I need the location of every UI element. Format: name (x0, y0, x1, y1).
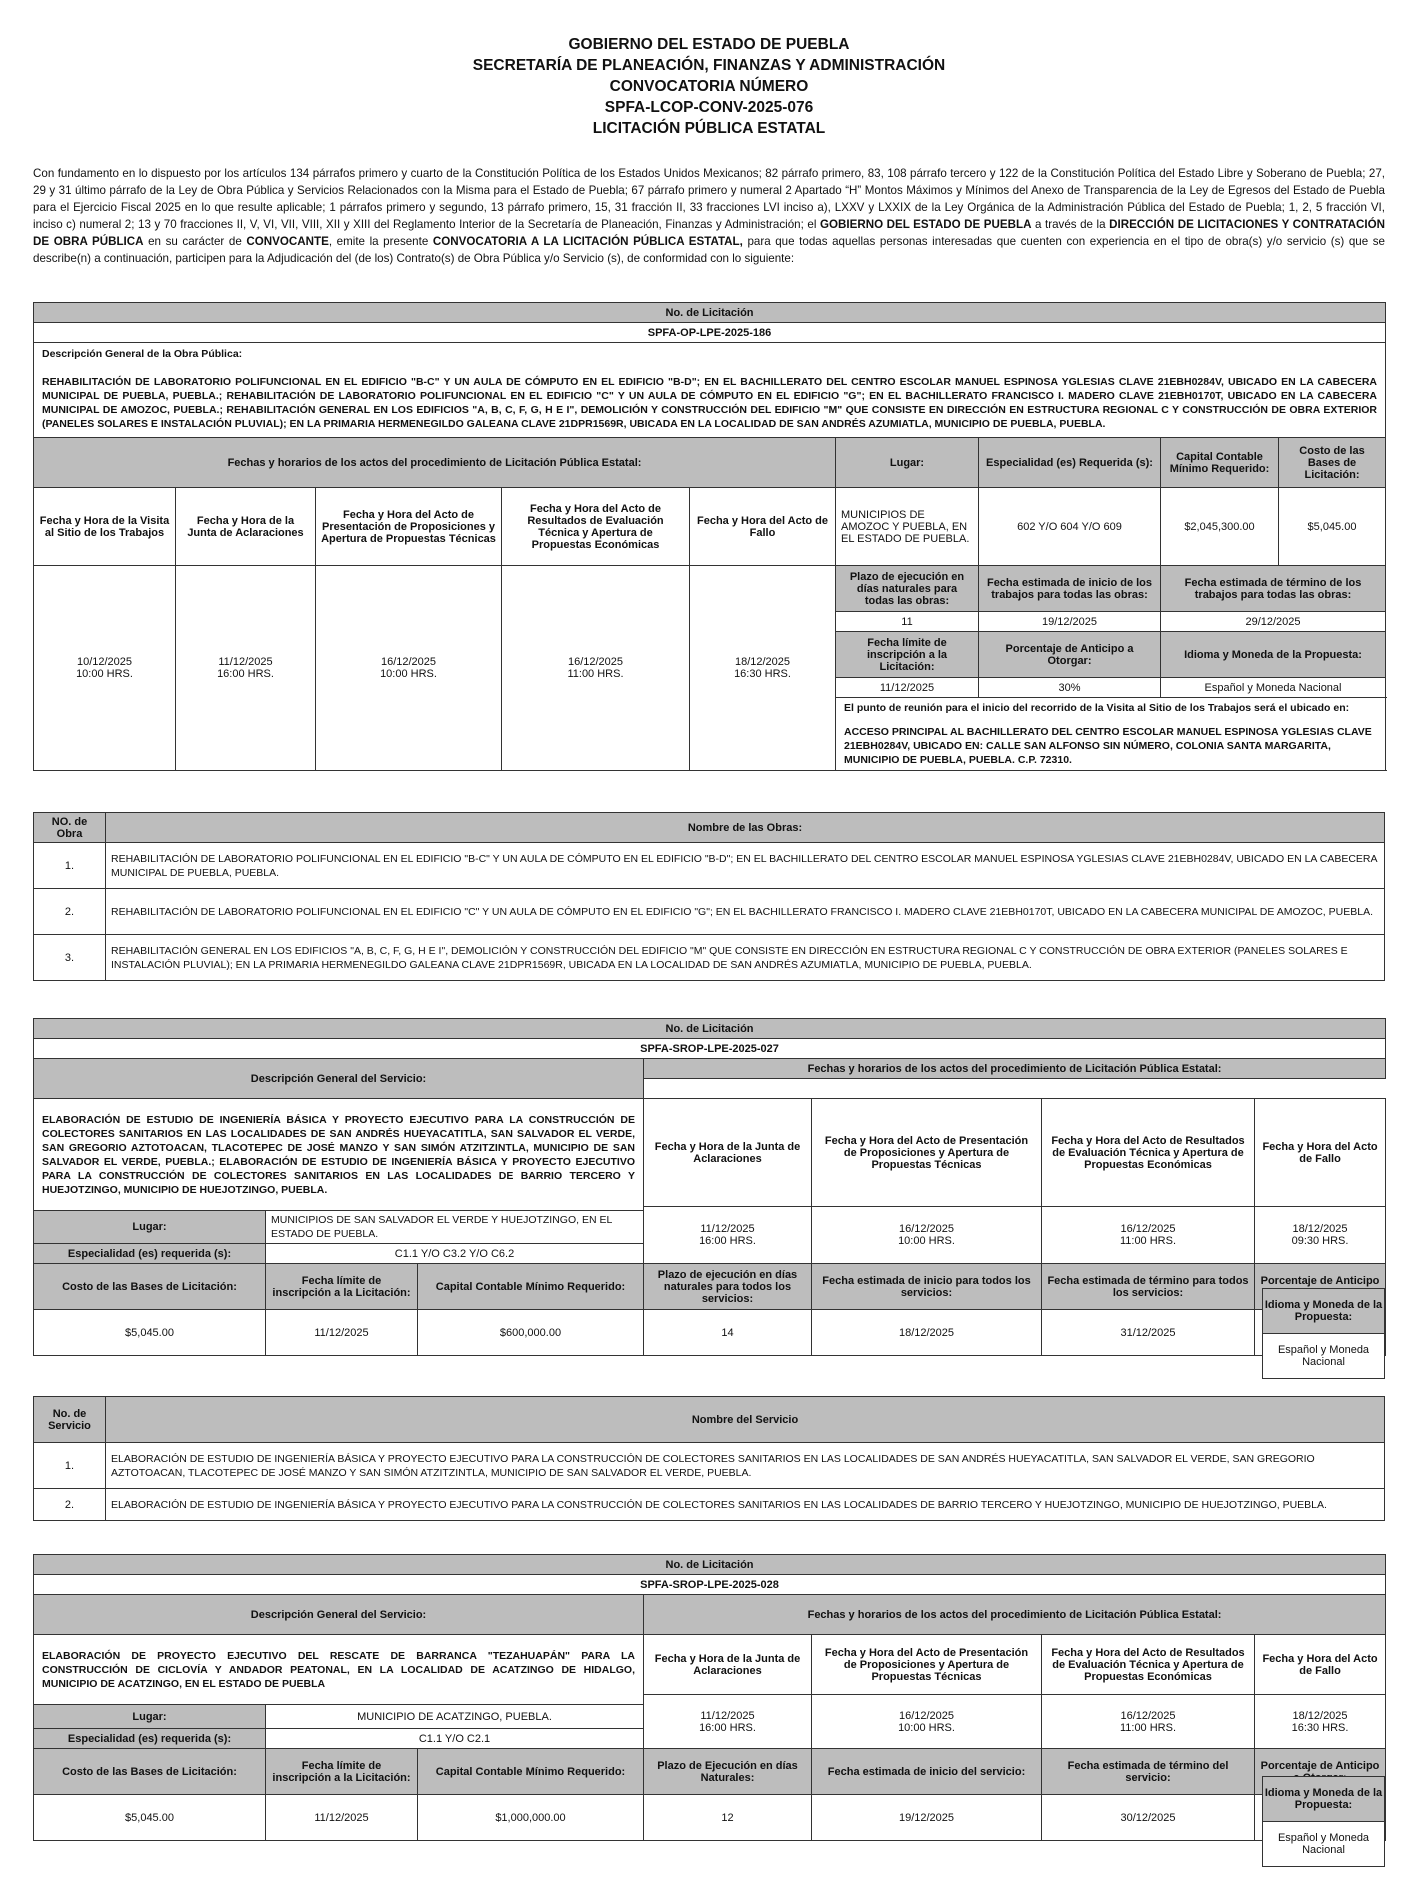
servicios-name-label: Nombre del Servicio (106, 1397, 1385, 1443)
lic2-present-time: 10:00 HRS. (898, 1235, 955, 1247)
lic3-esp: C1.1 Y/O C2.1 (266, 1729, 644, 1749)
lic2-esp-label: Especialidad (es) requerida (s): (34, 1244, 266, 1264)
lic2-anticipo-label: Porcentaje de Anticipo (1255, 1264, 1386, 1310)
licitacion-3-table (33, 1554, 1386, 1841)
obras-no-label: NO. de Obra (34, 813, 106, 843)
servicios-no-label: No. de Servicio (34, 1397, 106, 1443)
lic3-present (812, 1695, 1042, 1749)
lic3-inicio: 19/12/2025 (812, 1795, 1042, 1841)
lic1-h-junta: Fecha y Hora de la Junta de Aclaraciones (176, 488, 316, 566)
lic1-visita-date: 10/12/2025 (76, 656, 133, 668)
lic1-idioma-label: Idioma y Moneda de la Propuesta: (1161, 632, 1386, 678)
intro-bold-3: CONVOCANTE (246, 235, 329, 248)
lic1-present-date: 16/12/2025 (380, 656, 437, 668)
lic3-idioma: Español y Moneda Nacional (1262, 1821, 1385, 1867)
lic3-inicio-label: Fecha estimada de inicio del servicio: (812, 1749, 1042, 1795)
lic3-fallo (1255, 1695, 1386, 1749)
lic2-esp: C1.1 Y/O C3.2 Y/O C6.2 (266, 1244, 644, 1264)
servicio-number: 2. (34, 1489, 106, 1521)
lic2-capital: $600,000.00 (418, 1310, 644, 1356)
lic2-inicio-label: Fecha estimada de inicio para todos los servicios: (812, 1264, 1042, 1310)
lic2-result (1042, 1207, 1255, 1264)
lic1-lugar-label: Lugar: (836, 438, 979, 488)
obra-name: REHABILITACIÓN DE LABORATORIO POLIFUNCIONAL EN EL EDIFICIO "C" Y UN AULA DE CÓMPUTO EN EL EDIFICIO "G"; EN EL BACHILLERATO FRANCISCO I. MADERO CLAVE 21EBH0170T, UBICADO EN LA CABECERA MUNICIPAL DE AMOZOC, PUEBLA. (106, 889, 1385, 935)
lic1-limite-label: Fecha límite de inscripción a la Licitación: (836, 632, 979, 678)
lic3-h-fallo: Fecha y Hora del Acto de Fallo (1255, 1635, 1386, 1695)
lic2-idioma-label: Idioma y Moneda de la Propuesta: (1262, 1288, 1385, 1334)
lic2-h-result: Fecha y Hora del Acto de Resultados de Evaluación Técnica y Apertura de Propuestas Económicas (1042, 1099, 1255, 1207)
lic1-capital-label: Capital Contable Mínimo Requerido: (1161, 438, 1279, 488)
obra-number: 3. (34, 935, 106, 981)
lic3-result (1042, 1695, 1255, 1749)
lic1-desc-text: REHABILITACIÓN DE LABORATORIO POLIFUNCIONAL EN EL EDIFICIO "B-C" Y UN AULA DE CÓMPUTO EN EL EDIFICIO "B-D"; EN EL BACHILLERATO DEL CENTRO ESCOLAR MANUEL ESPINOSA YGLESIAS CLAVE 21EBH0284V, UBICADO EN LA CABECERA MUNICIPAL DE PUEBLA, PUEBLA.; REHABILITACIÓN DE LABORATORIO POLIFUNCIONAL EN EL EDIFICIO "C" Y UN AULA DE CÓMPUTO EN EL EDIFICIO "G"; EN EL BACHILLERATO FRANCISCO I. MADERO CLAVE 21EBH0170T, UBICADO EN LA CABECERA MUNICIPAL DE AMOZOC, PUEBLA.; REHABILITACIÓN GENERAL EN LOS EDIFICIOS "A, B, C, F, G, H E I", DEMOLICIÓN Y CONSTRUCCIÓN DEL EDIFICIO "M" QUE CONSISTE EN DIRECCIÓN EN ESTRUCTURA REGIONAL C Y CONSTRUCCIÓN DE OBRA EXTERIOR (PANELES SOLARES E INSTALACIÓN PLUVIAL); EN LA PRIMARIA HERMENEGILDO GALEANA CLAVE 21DPR1569R, UBICADA EN LA LOCALIDAD DE SAN ANDRÉS AZUMIATLA, MUNICIPIO DE PUEBLA, PUEBLA. (42, 376, 1378, 430)
lic3-esp-label: Especialidad (es) requerida (s): (34, 1729, 266, 1749)
servicio-name: ELABORACIÓN DE ESTUDIO DE INGENIERÍA BÁSICA Y PROYECTO EJECUTIVO PARA LA CONSTRUCCIÓN DE COLECTORES SANITARIOS EN LAS LOCALIDADES DE SAN ANDRÉS HUEYACATITLA, SAN SALVADOR EL VERDE, SAN GREGORIO AZTOTOACAN, TLACOTEPEC DE JOSÉ MANZO Y SAN SIMÓN ATZITZINTLA, MUNICIPIO DE SAN SALVADOR EL VERDE, PUEBLA. (106, 1443, 1385, 1489)
lic2-plazo: 14 (644, 1310, 812, 1356)
lic1-esp-label: Especialidad (es) Requerida (s): (979, 438, 1161, 488)
lic2-desc-label: Descripción General del Servicio: (34, 1059, 644, 1099)
licitacion-1-table (33, 302, 1386, 771)
lic3-junta-time: 16:00 HRS. (699, 1721, 756, 1734)
intro-text-1: Con fundamento en lo dispuesto por los artículos 134 párrafos primero y cuarto de la Constitución Política de los Estados Unidos Mexicanos; 82 párrafo primero, 83, 108 párrafo tercero y 122 de la Constitución Política del Estado Libre y Soberano de Puebla; 27, 29 y 31 último párrafo de la Ley de Obra Pública y Servicios Relacionados con la Misma para el Estado de Puebla; 67 párrafo primero y numeral 2 Apartado “H” Montos Máximos y Mínimos del Anexo de Transparencia de la Ley de Egresos del Estado de Puebla para el Ejercicio Fiscal 2025 en lo que resulte aplicable; 1 párrafos primero y segundo, 13 párrafo primero, 15, 31 fracción II, 33 fracciones LVI inciso a), LXXV y LXXIX de la Ley Orgánica de la Administración Pública del Estado de Puebla; 1, 2, 5 fracción VI, inciso c) numeral 2; 13 y 70 fracciones II, V, VI, VII, VIII, XII y XIII del Reglamento Interior de la Secretaría de Planeación, Finanzas y Administración; el (33, 167, 1385, 231)
lic1-junta-time: 16:00 HRS. (217, 668, 274, 680)
lic1-result (502, 566, 690, 771)
lic2-limite-label: Fecha límite de inscripción a la Licitación: (266, 1264, 418, 1310)
lic1-inicio: 19/12/2025 (979, 612, 1161, 632)
lic2-number: SPFA-SROP-LPE-2025-027 (34, 1039, 1386, 1059)
lic2-idioma: Español y Moneda Nacional (1262, 1333, 1385, 1379)
lic1-h-present: Fecha y Hora del Acto de Presentación de Proposiciones y Apertura de Propuestas Técnicas (316, 488, 502, 566)
obra-name: REHABILITACIÓN GENERAL EN LOS EDIFICIOS "A, B, C, F, G, H E I", DEMOLICIÓN Y CONSTRUCCIÓN DEL EDIFICIO "M" QUE CONSISTE EN DIRECCIÓN EN ESTRUCTURA REGIONAL C Y CONSTRUCCIÓN DE OBRA EXTERIOR (PANELES SOLARES E INSTALACIÓN PLUVIAL); EN LA PRIMARIA HERMENEGILDO GALEANA CLAVE 21DPR1569R, UBICADA EN LA LOCALIDAD DE SAN ANDRÉS AZUMIATLA, MUNICIPIO DE PUEBLA, PUEBLA. (106, 935, 1385, 981)
header-line-1: GOBIERNO DEL ESTADO DE PUEBLA (568, 36, 850, 53)
lic2-lugar: MUNICIPIOS DE SAN SALVADOR EL VERDE Y HUEJOTZINGO, EN EL ESTADO DE PUEBLA. (266, 1211, 644, 1244)
lic1-esp: 602 Y/O 604 Y/O 609 (979, 488, 1161, 566)
lic3-junta-date: 11/12/2025 (700, 1709, 755, 1722)
servicios-table (33, 1396, 1385, 1521)
lic1-fallo-date: 18/12/2025 (734, 656, 791, 668)
lic3-h-result: Fecha y Hora del Acto de Resultados de Evaluación Técnica y Apertura de Propuestas Económicas (1042, 1635, 1255, 1695)
lic1-punto-text: ACCESO PRINCIPAL AL BACHILLERATO DEL CENTRO ESCOLAR MANUEL ESPINOSA YGLESIAS CLAVE 21EBH0284V, UBICADO EN: CALLE SAN ALFONSO SIN NÚMERO, COLONIA SANTA MARGARITA, MUNICIPIO DE PUEBLA, PUEBLA. C.P. 72310. (844, 726, 1372, 766)
intro-text-5: para que todas aquellas personas interesadas que cuenten con experiencia en el tipo de obra(s) y/o servicio (s) que se describe(n) a continuación, participen para la Adjudicación del (de los) Contrato(s) de Obra Pública y/o Servicio (s), de conformidad con lo siguiente: (33, 235, 1386, 265)
lic1-junta (176, 566, 316, 771)
header-line-4: SPFA-LCOP-CONV-2025-076 (604, 99, 814, 116)
lic2-plazo-label: Plazo de ejecución en días naturales para todos los servicios: (644, 1264, 812, 1310)
intro-text-3: en su carácter de (143, 235, 247, 248)
lic3-costo-label: Costo de las Bases de Licitación: (34, 1749, 266, 1795)
lic3-h-junta: Fecha y Hora de la Junta de Aclaraciones (644, 1635, 812, 1695)
lic3-no-label: No. de Licitación (34, 1555, 1386, 1575)
document-header (0, 0, 1418, 139)
lic3-plazo-label: Plazo de Ejecución en días Naturales: (644, 1749, 812, 1795)
lic1-plazo: 11 (836, 612, 979, 632)
lic3-result-date: 16/12/2025 (1120, 1709, 1176, 1722)
lic1-termino: 29/12/2025 (1161, 612, 1386, 632)
intro-paragraph (33, 165, 1385, 267)
header-line-5: LICITACIÓN PÚBLICA ESTATAL (592, 120, 826, 137)
lic1-visita (34, 566, 176, 771)
lic3-limite: 11/12/2025 (266, 1795, 418, 1841)
lic2-desc: ELABORACIÓN DE ESTUDIO DE INGENIERÍA BÁSICA Y PROYECTO EJECUTIVO PARA LA CONSTRUCCIÓN DE COLECTORES SANITARIOS EN LAS LOCALIDADES DE SAN ANDRÉS HUEYACATITLA, SAN SALVADOR EL VERDE, SAN GREGORIO AZTOTOACAN, TLACOTEPEC DE JOSÉ MANZO Y SAN SIMÓN ATZITZINTLA, MUNICIPIO DE SAN SALVADOR EL VERDE, PUEBLA.; ELABORACIÓN DE ESTUDIO DE INGENIERÍA BÁSICA Y PROYECTO EJECUTIVO PARA LA CONSTRUCCIÓN DE COLECTORES SANITARIOS EN LAS LOCALIDADES DE BARRIO TERCERO Y HUEJOTZINGO, MUNICIPIO DE HUEJOTZINGO, PUEBLA. (34, 1099, 644, 1211)
lic1-costo: $5,045.00 (1279, 488, 1386, 566)
lic1-costo-label: Costo de las Bases de Licitación: (1279, 438, 1386, 488)
lic2-fallo-date: 18/12/2025 (1292, 1223, 1348, 1235)
lic1-number: SPFA-OP-LPE-2025-186 (34, 323, 1386, 343)
licitacion-2-table (33, 1018, 1386, 1356)
lic3-result-time: 11:00 HRS. (1119, 1721, 1177, 1734)
lic3-junta (644, 1695, 812, 1749)
lic3-termino-label: Fecha estimada de término del servicio: (1042, 1749, 1255, 1795)
lic1-h-result: Fecha y Hora del Acto de Resultados de Evaluación Técnica y Apertura de Propuestas Económicas (502, 488, 690, 566)
lic3-fechas-label: Fechas y horarios de los actos del procedimiento de Licitación Pública Estatal: (644, 1595, 1386, 1635)
lic2-fechas-label: Fechas y horarios de los actos del procedimiento de Licitación Pública Estatal: (644, 1059, 1386, 1079)
lic1-no-label: No. de Licitación (34, 303, 1386, 323)
lic1-fallo (690, 566, 836, 771)
lic2-present-date: 16/12/2025 (898, 1223, 955, 1235)
lic3-idioma-label: Idioma y Moneda de la Propuesta: (1262, 1776, 1385, 1822)
lic2-no-label: No. de Licitación (34, 1019, 1386, 1039)
obra-number: 2. (34, 889, 106, 935)
servicio-number: 1. (34, 1443, 106, 1489)
lic2-junta-date: 11/12/2025 (700, 1223, 755, 1235)
lic2-h-present: Fecha y Hora del Acto de Presentación de Proposiciones y Apertura de Propuestas Técnicas (812, 1099, 1042, 1207)
lic3-termino: 30/12/2025 (1042, 1795, 1255, 1841)
lic1-fechas-label: Fechas y horarios de los actos del procedimiento de Licitación Pública Estatal: (34, 438, 836, 488)
lic3-capital-label: Capital Contable Mínimo Requerido: (418, 1749, 644, 1795)
lic2-lugar-label: Lugar: (34, 1211, 266, 1244)
lic3-number: SPFA-SROP-LPE-2025-028 (34, 1575, 1386, 1595)
obra-number: 1. (34, 843, 106, 889)
lic2-present (812, 1207, 1042, 1264)
lic3-lugar-label: Lugar: (34, 1705, 266, 1729)
obra-name: REHABILITACIÓN DE LABORATORIO POLIFUNCIONAL EN EL EDIFICIO "B-C" Y UN AULA DE CÓMPUTO EN EL EDIFICIO "B-D"; EN EL BACHILLERATO DEL CENTRO ESCOLAR MANUEL ESPINOSA YGLESIAS CLAVE 21EBH0284V, UBICADO EN LA CABECERA MUNICIPAL DE PUEBLA, PUEBLA. (106, 843, 1385, 889)
obras-name-label: Nombre de las Obras: (106, 813, 1385, 843)
lic3-lugar: MUNICIPIO DE ACATZINGO, PUEBLA. (266, 1705, 644, 1729)
lic2-result-time: 11:00 HRS. (1119, 1235, 1177, 1247)
lic3-limite-label: Fecha límite de inscripción a la Licitación: (266, 1749, 418, 1795)
lic2-h-fallo: Fecha y Hora del Acto de Fallo (1255, 1099, 1386, 1207)
lic2-termino-label: Fecha estimada de término para todos los servicios: (1042, 1264, 1255, 1310)
lic1-present (316, 566, 502, 771)
lic2-termino: 31/12/2025 (1042, 1310, 1255, 1356)
lic2-h-junta: Fecha y Hora de la Junta de Aclaraciones (644, 1099, 812, 1207)
lic2-limite: 11/12/2025 (266, 1310, 418, 1356)
lic2-junta-time: 16:00 HRS. (699, 1235, 756, 1247)
lic3-present-date: 16/12/2025 (898, 1709, 955, 1722)
lic1-inicio-label: Fecha estimada de inicio de los trabajos para todas las obras: (979, 566, 1161, 612)
lic1-junta-date: 11/12/2025 (218, 656, 273, 668)
header-line-2: SECRETARÍA DE PLANEACIÓN, FINANZAS Y ADMINISTRACIÓN (472, 57, 946, 74)
lic1-present-time: 10:00 HRS. (380, 668, 437, 680)
lic1-limite: 11/12/2025 (836, 678, 979, 698)
lic3-desc-label: Descripción General del Servicio: (34, 1595, 644, 1635)
lic3-fallo-time: 16:30 HRS. (1291, 1721, 1349, 1734)
lic1-h-fallo: Fecha y Hora del Acto de Fallo (690, 488, 836, 566)
lic1-fallo-time: 16:30 HRS. (734, 668, 791, 680)
lic3-h-present: Fecha y Hora del Acto de Presentación de Proposiciones y Apertura de Propuestas Técnicas (812, 1635, 1042, 1695)
lic1-termino-label: Fecha estimada de término de los trabajos para todas las obras: (1161, 566, 1386, 612)
lic2-inicio: 18/12/2025 (812, 1310, 1042, 1356)
lic1-desc-label: Descripción General de la Obra Pública: (42, 348, 243, 360)
lic1-result-time: 11:00 HRS. (567, 668, 624, 680)
lic1-result-date: 16/12/2025 (567, 656, 624, 668)
lic3-desc: ELABORACIÓN DE PROYECTO EJECUTIVO DEL RESCATE DE BARRANCA "TEZAHUAPÁN" PARA LA CONSTRUCCIÓN DE CICLOVÍA Y ANDADOR PEATONAL, EN LA LOCALIDAD DE ACATZINGO DE HIDALGO, MUNICIPIO DE ACATZINGO, EN EL ESTADO DE PUEBLA (34, 1635, 644, 1705)
lic1-idioma: Español y Moneda Nacional (1161, 678, 1386, 698)
lic3-present-time: 10:00 HRS. (898, 1721, 955, 1734)
lic1-capital: $2,045,300.00 (1161, 488, 1279, 566)
lic1-anticipo: 30% (979, 678, 1161, 698)
lic3-capital: $1,000,000.00 (418, 1795, 644, 1841)
lic2-fallo (1255, 1207, 1386, 1264)
intro-bold-1: GOBIERNO DEL ESTADO DE PUEBLA (819, 218, 1032, 231)
header-line-3: CONVOCATORIA NÚMERO (609, 78, 809, 95)
lic1-description (34, 343, 1386, 438)
intro-text-2: a través de la (1031, 218, 1110, 231)
lic1-plazo-label: Plazo de ejecución en días naturales para todas las obras: (836, 566, 979, 612)
lic2-fallo-time: 09:30 HRS. (1291, 1235, 1349, 1247)
intro-bold-2: DIRECCIÓN DE LICITACIONES Y CONTRATACIÓN DE OBRA PÚBLICA (33, 218, 1385, 248)
lic1-anticipo-label: Porcentaje de Anticipo a Otorgar: (979, 632, 1161, 678)
lic2-junta (644, 1207, 812, 1264)
lic3-costo: $5,045.00 (34, 1795, 266, 1841)
lic1-lugar: MUNICIPIOS DE AMOZOC Y PUEBLA, EN EL ESTADO DE PUEBLA. (836, 488, 979, 566)
lic2-costo: $5,045.00 (34, 1310, 266, 1356)
obras-table (33, 812, 1385, 981)
lic2-result-date: 16/12/2025 (1120, 1223, 1176, 1235)
lic1-punto (836, 698, 1386, 771)
lic2-capital-label: Capital Contable Mínimo Requerido: (418, 1264, 644, 1310)
lic1-h-visita: Fecha y Hora de la Visita al Sitio de los Trabajos (34, 488, 176, 566)
lic1-punto-label: El punto de reunión para el inicio del recorrido de la Visita al Sitio de los Trabajos será el ubicado en: (844, 702, 1350, 714)
intro-text-4: , emite la presente (328, 235, 433, 248)
lic3-fallo-date: 18/12/2025 (1292, 1709, 1348, 1722)
lic3-plazo: 12 (644, 1795, 812, 1841)
intro-bold-4: CONVOCATORIA A LA LICITACIÓN PÚBLICA ESTATAL, (432, 235, 743, 248)
lic2-costo-label: Costo de las Bases de Licitación: (34, 1264, 266, 1310)
servicio-name: ELABORACIÓN DE ESTUDIO DE INGENIERÍA BÁSICA Y PROYECTO EJECUTIVO PARA LA CONSTRUCCIÓN DE COLECTORES SANITARIOS EN LAS LOCALIDADES DE BARRIO TERCERO Y HUEJOTZINGO, MUNICIPIO DE HUEJOTZINGO, PUEBLA. (106, 1489, 1385, 1521)
lic3-anticipo-label: Porcentaje de Anticipo (1255, 1749, 1386, 1795)
lic1-visita-time: 10:00 HRS. (76, 668, 133, 680)
